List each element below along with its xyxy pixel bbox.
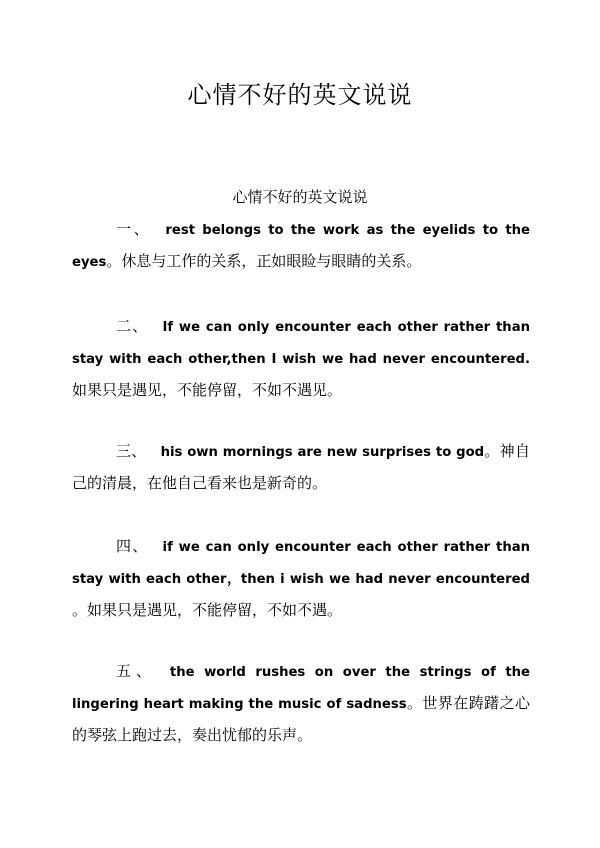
quote-paragraph-2 [72, 311, 530, 406]
english-quote: the world rushes on over the strings of the lingering heart making the music of sadness [72, 665, 530, 712]
item-number: 三、 [116, 442, 147, 460]
item-number: 四、 [116, 537, 149, 555]
chinese-translation: 。休息与工作的关系，正如眼睑与眼睛的关系。 [106, 252, 422, 270]
item-number: 二、 [116, 317, 149, 335]
english-quote: rest belongs to the work as the eyelids to the eyes [72, 223, 530, 270]
english-quote: if we can only encounter each other rather than stay with each other，then i wish we had never encountered [72, 540, 530, 587]
item-number: 五、 [116, 662, 156, 680]
document-subtitle: 心情不好的英文说说 [232, 188, 368, 206]
document-title: 心情不好的英文说说 [187, 81, 413, 109]
chinese-translation: 如果只是遇见，不能停留，不如不遇见。 [72, 381, 343, 399]
chinese-translation: 。神自己的清晨，在他自己看来也是新奇的。 [72, 442, 530, 492]
item-number: 一、 [116, 220, 152, 238]
english-quote: If we can only encounter each other rather than stay with each other,then I wish we had never encountered. [72, 320, 530, 367]
quote-paragraph-5 [72, 656, 530, 751]
english-quote: his own mornings are new surprises to god [160, 445, 485, 460]
quote-paragraph-4 [72, 531, 530, 626]
quote-paragraph-3 [72, 436, 530, 499]
chinese-translation: 。世界在踌躇之心的琴弦上跑过去，奏出忧郁的乐声。 [72, 694, 530, 744]
chinese-translation: 。如果只是遇见，不能停留，不如不遇。 [72, 601, 343, 619]
quote-paragraph-1 [72, 214, 530, 278]
